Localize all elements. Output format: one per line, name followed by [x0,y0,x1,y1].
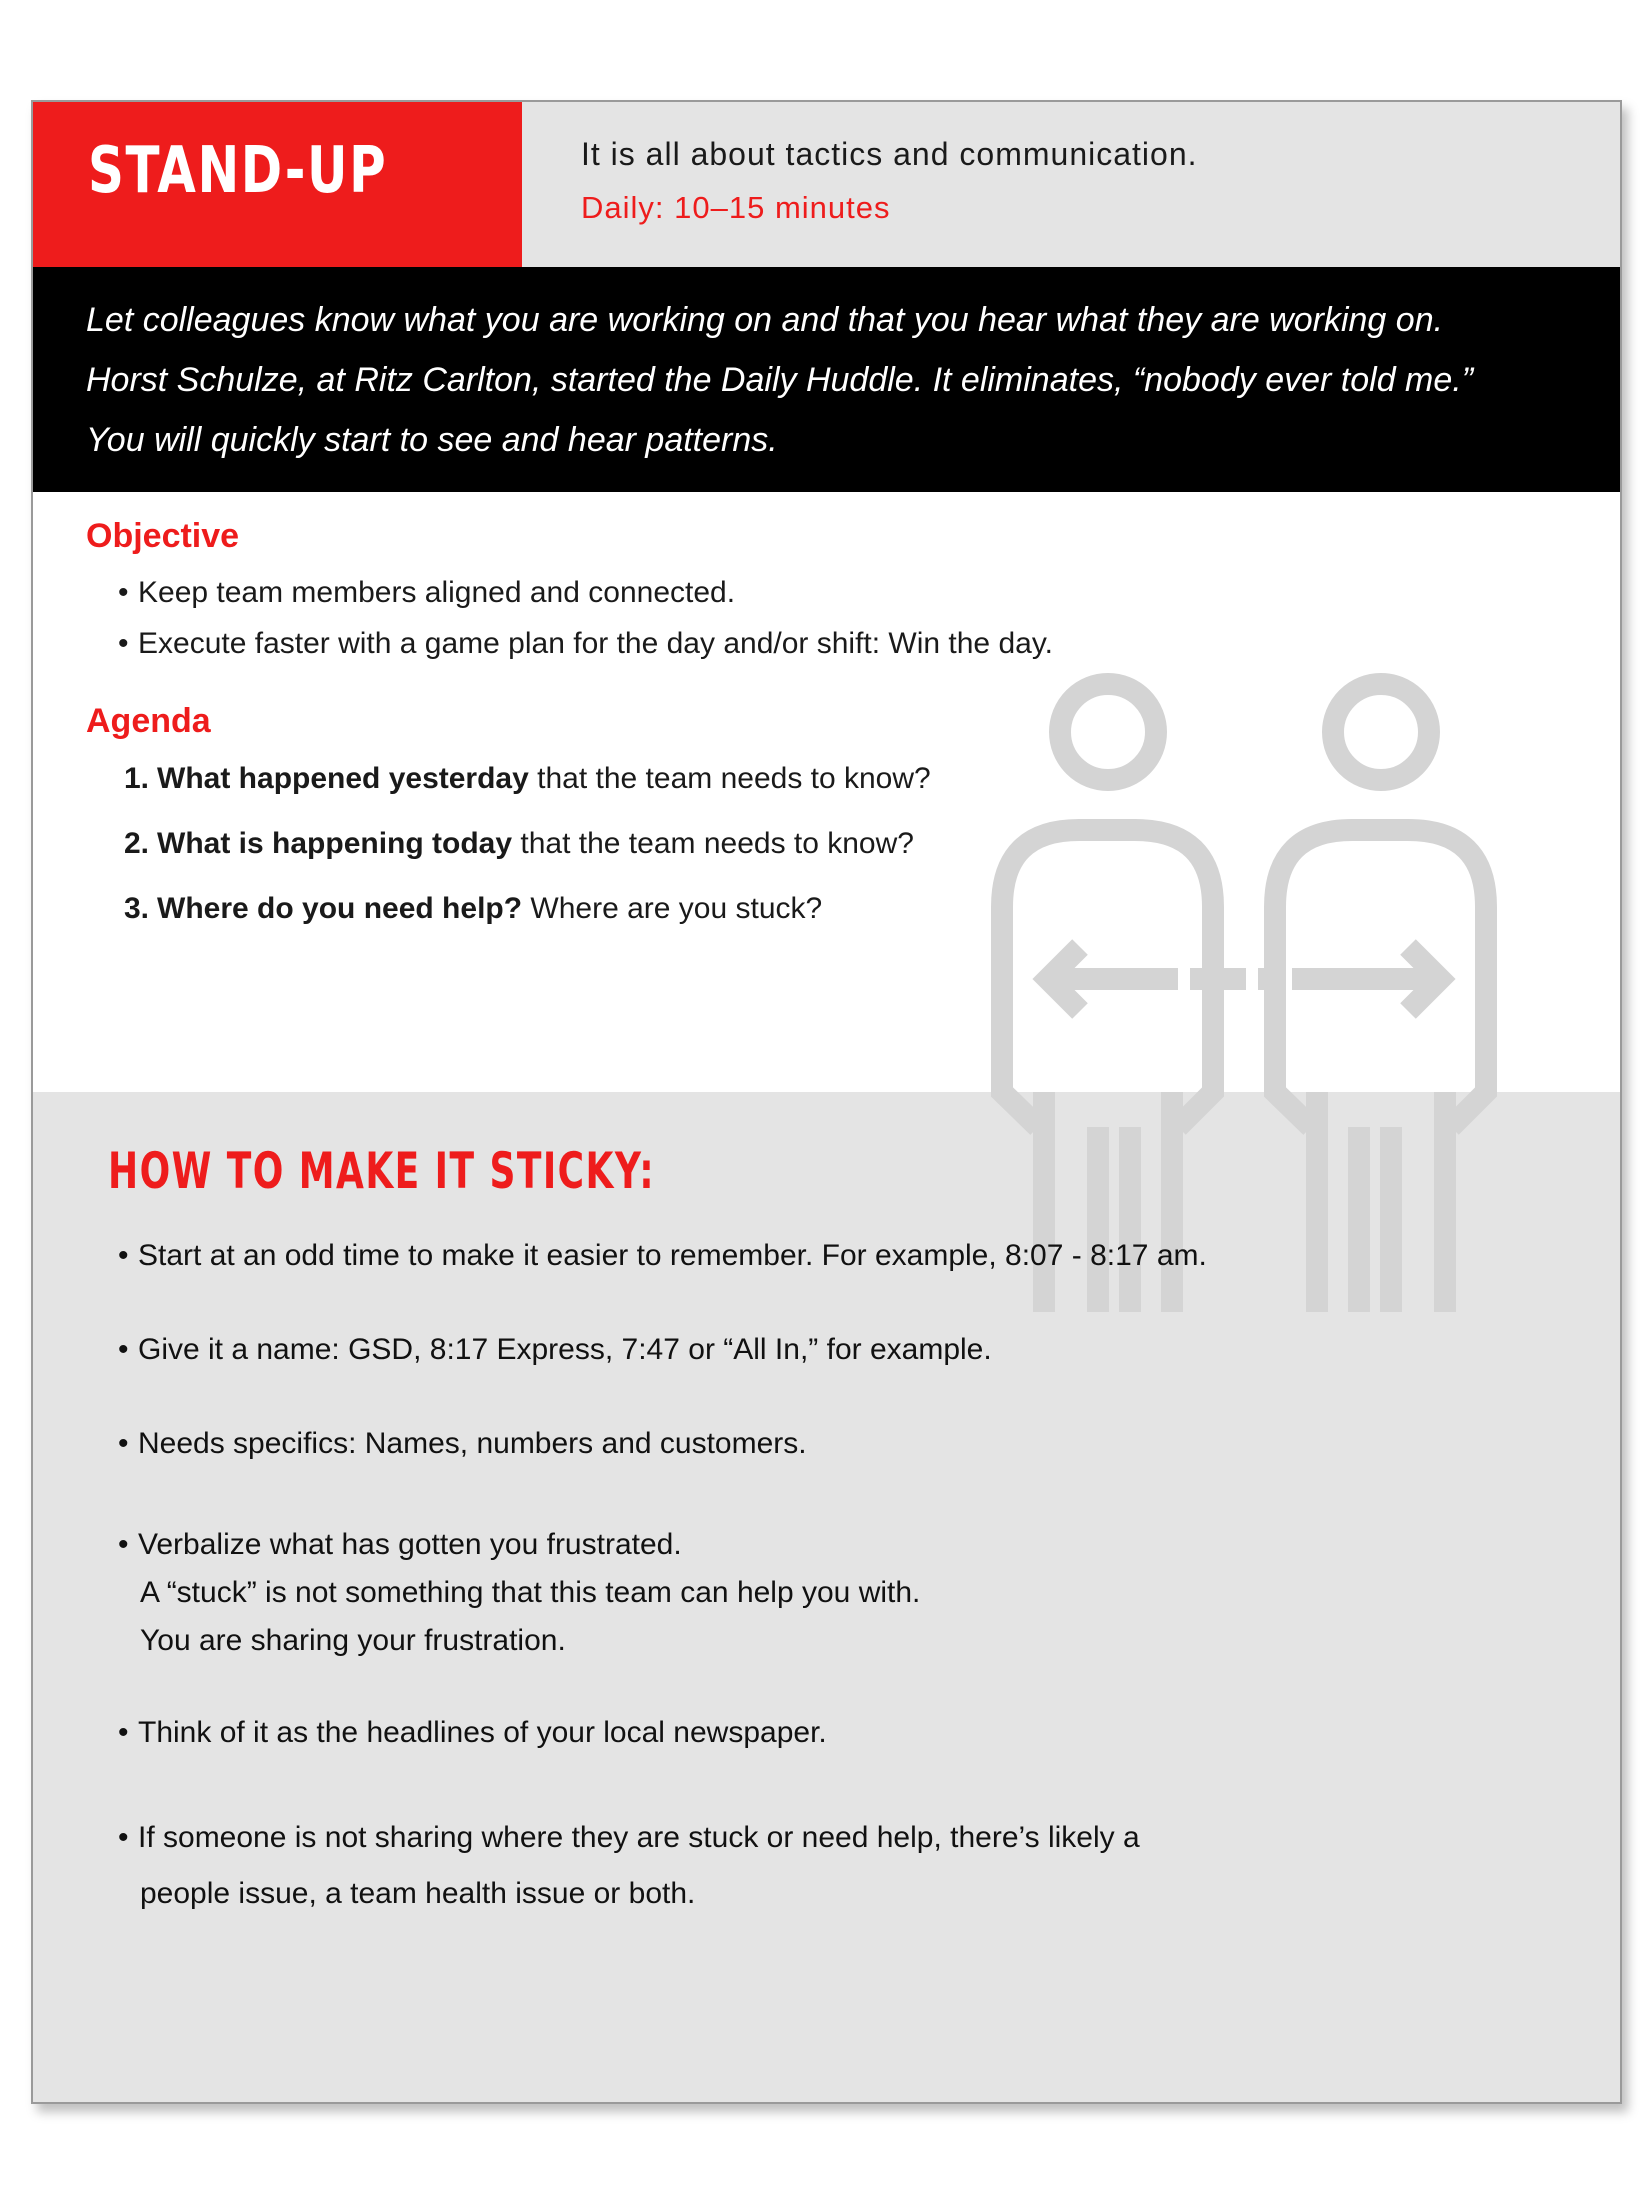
agenda-strong: What happened yesterday [157,762,529,795]
tip-text: Give it a name: GSD, 8:17 Express, 7:47 or “All In,” for example. [138,1333,992,1366]
intro-line: You will quickly start to see and hear patterns. [86,421,778,459]
agenda-number: 1. [124,762,150,795]
tagline: It is all about tactics and communication. [581,136,1198,172]
agenda-number: 2. [124,827,150,860]
agenda-heading: Agenda [86,702,211,740]
agenda-item [124,762,931,827]
list-item: • Execute faster with a game plan for the day and/or shift: Win the day. [118,627,1053,660]
agenda-item [124,892,931,957]
tip-text: You are sharing your frustration. [140,1624,566,1657]
agenda-rest: that the team needs to know? [528,762,931,795]
tip-text: Start at an odd time to make it easier to remember. For example, 8:07 - 8:17 am. [138,1239,1207,1272]
tip-text: Needs specifics: Names, numbers and customers. [138,1427,807,1460]
intro-line: Horst Schulze, at Ritz Carlton, started the Daily Huddle. It eliminates, “nobody ever told me.” [86,361,1474,399]
tip-item: • If someone is not sharing where they are stuck or need help, there’s likely a people issue, a team health issue or both. [118,1810,1140,1922]
tip-item: • Give it a name: GSD, 8:17 Express, 7:47 or “All In,” for example. [118,1333,992,1366]
intro-line: Let colleagues know what you are working on and that you hear what they are working on. [86,301,1444,339]
tip-item: • Verbalize what has gotten you frustrated. A “stuck” is not something that this team can help you with. You are sharing your frustration. [118,1521,920,1665]
agenda-item [124,827,931,892]
list-item-text: Execute faster with a game plan for the day and/or shift: Win the day. [138,627,1053,660]
agenda-rest: that the team needs to know? [512,827,914,860]
tip-text: people issue, a team health issue or both. [140,1877,696,1910]
list-item-text: Keep team members aligned and connected. [138,576,736,609]
sticky-heading: HOW TO MAKE IT STICKY: [108,1142,656,1200]
header-grey-block [522,102,1620,267]
two-people-exchange-icon [968,672,1508,1312]
list-item: • Keep team members aligned and connected. [118,576,736,609]
tip-text: A “stuck” is not something that this team can help you with. [140,1576,921,1609]
agenda-strong: Where do you need help? [157,892,523,925]
tip-item: • Think of it as the headlines of your local newspaper. [118,1716,827,1749]
agenda-strong: What is happening today [157,827,513,860]
intro-text [86,290,1586,470]
objective-list [118,567,1053,669]
tip-item: • Start at an odd time to make it easier to remember. For example, 8:07 - 8:17 am. [118,1239,1207,1272]
agenda-number: 3. [124,892,150,925]
stand-up-card [31,100,1622,2104]
tip-text: If someone is not sharing where they are stuck or need help, there’s likely a [138,1821,1140,1854]
daily-duration: Daily: 10–15 minutes [581,190,891,225]
tip-item: • Needs specifics: Names, numbers and customers. [118,1427,807,1460]
page-title: STAND-UP [88,134,388,208]
objective-heading: Objective [86,517,240,555]
tip-text: Think of it as the headlines of your local newspaper. [138,1716,827,1749]
agenda-list [124,762,931,957]
agenda-rest: Where are you stuck? [522,892,823,925]
tip-text: Verbalize what has gotten you frustrated. [138,1528,682,1561]
